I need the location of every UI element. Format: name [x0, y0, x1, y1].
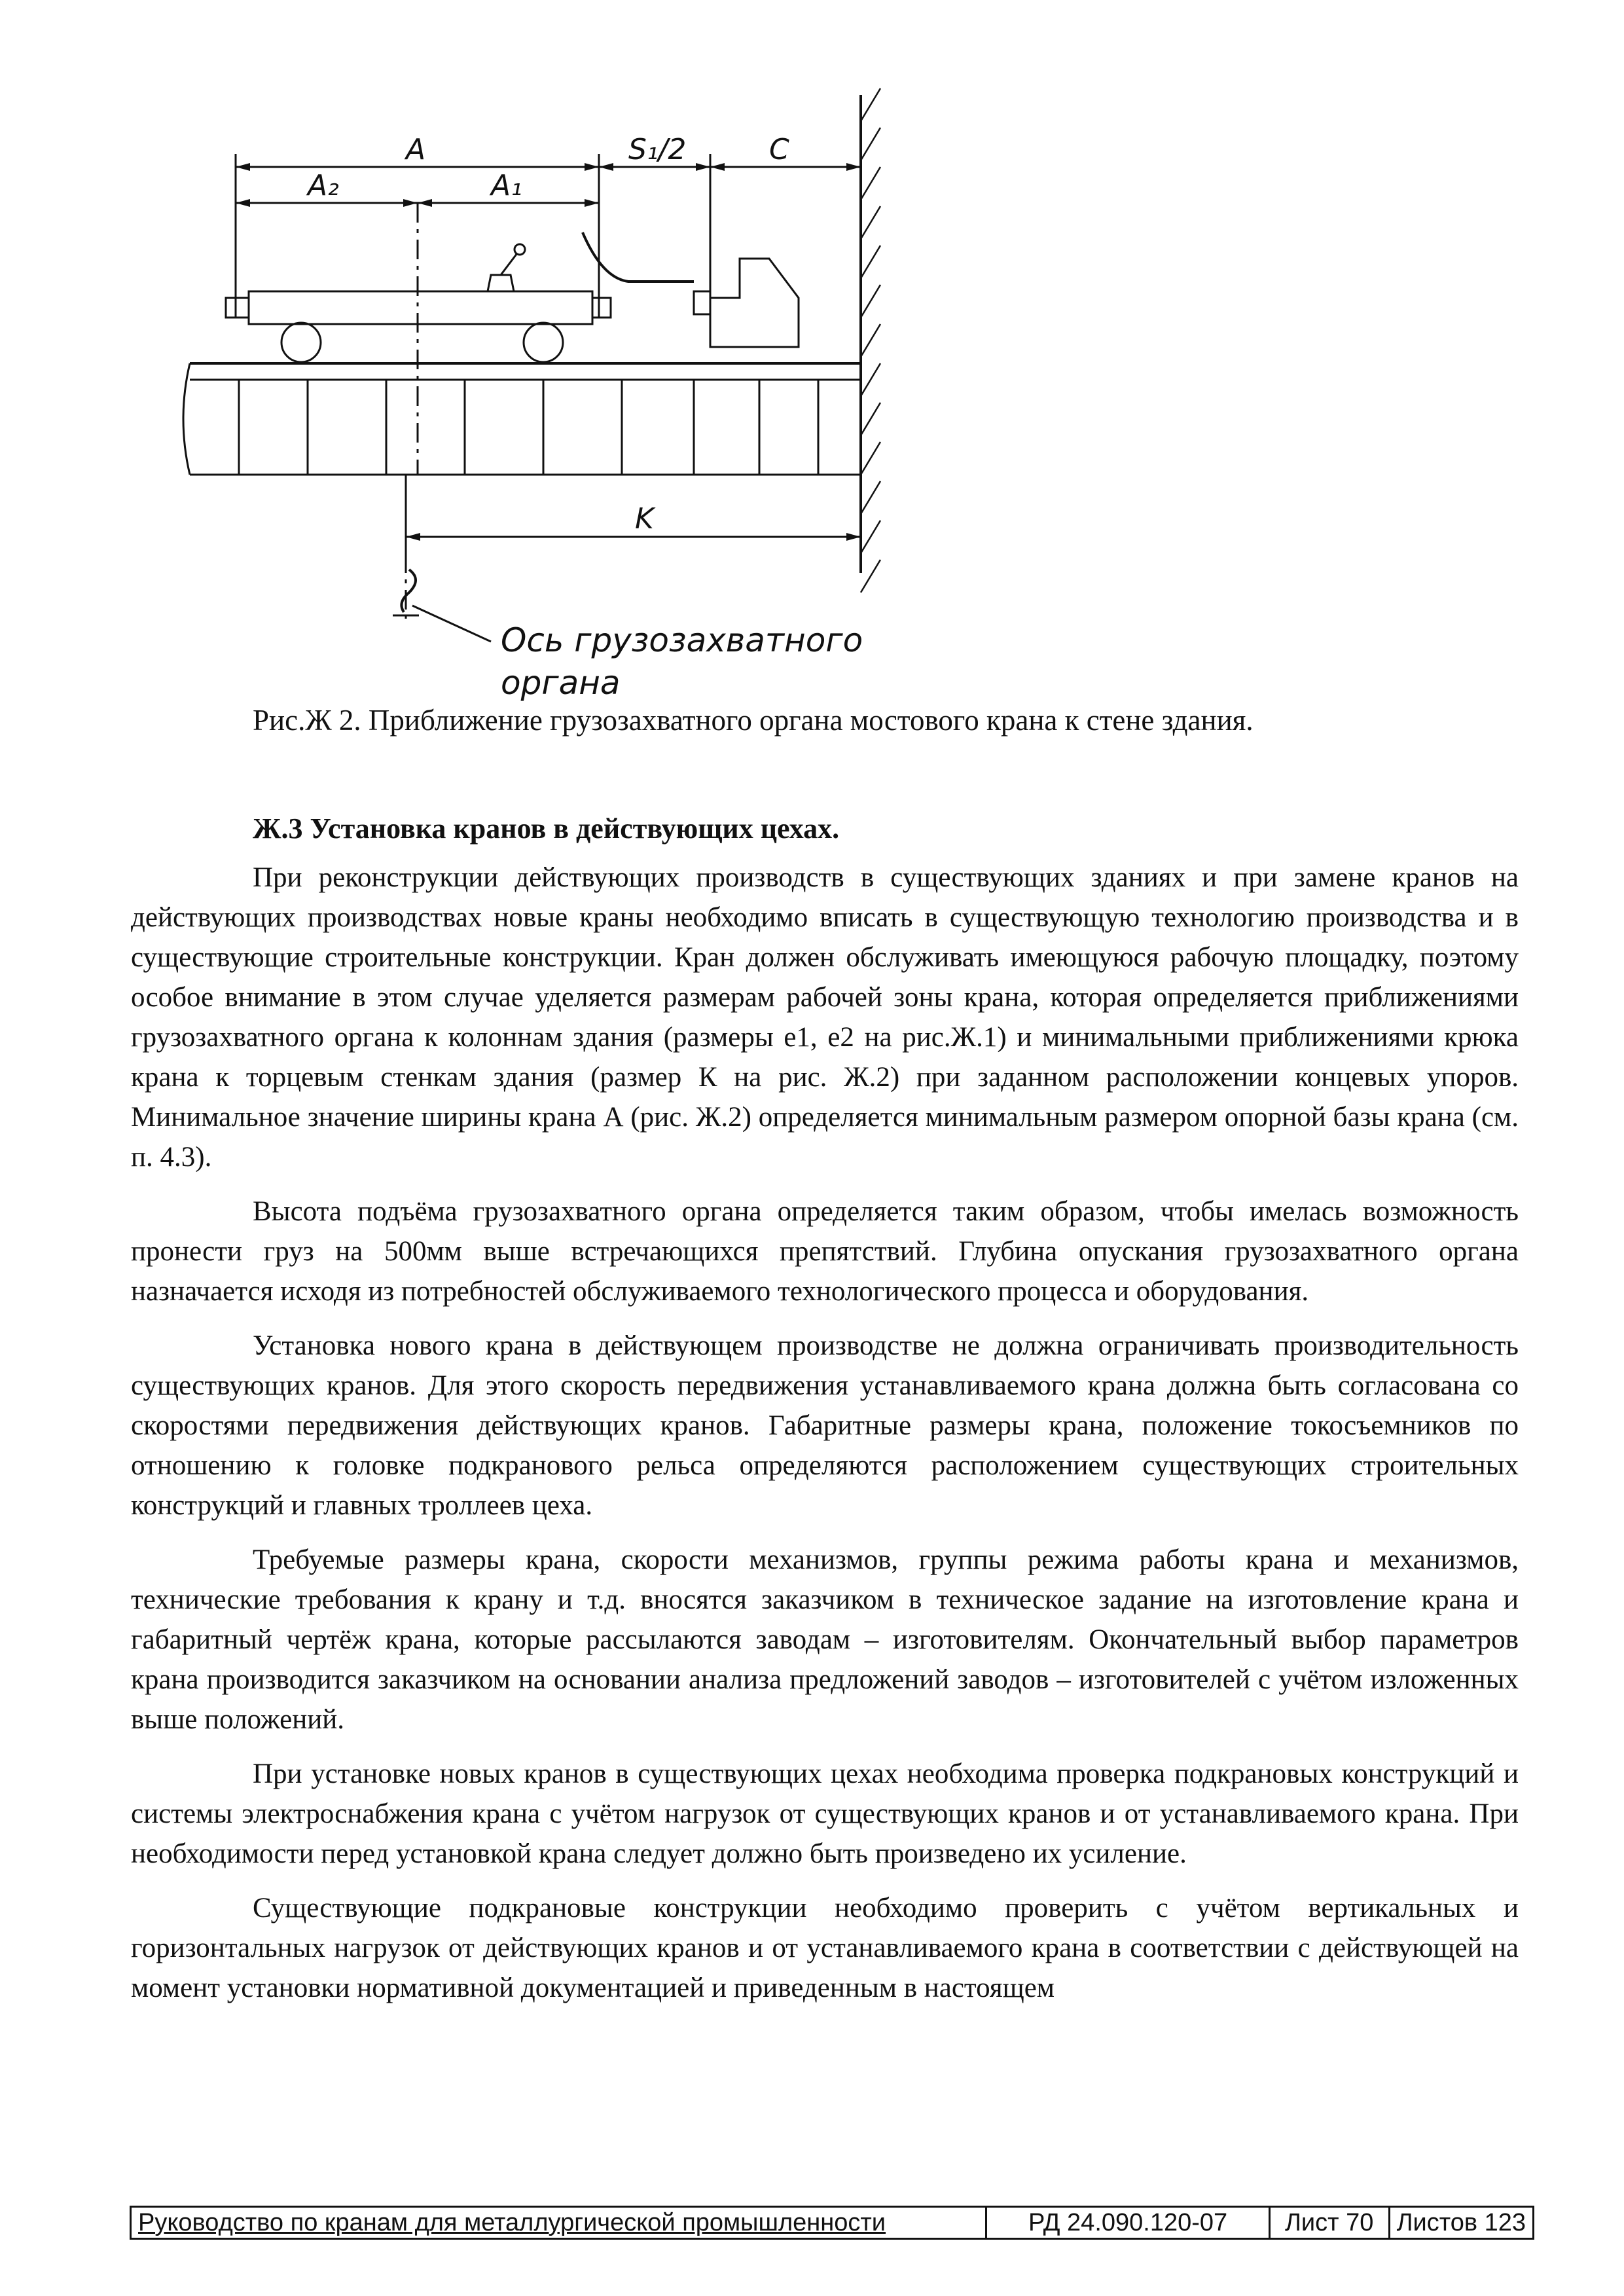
section-body [131, 858, 1519, 2022]
dim-label-k: K [635, 502, 654, 536]
paragraph: Существующие подкрановые конструкции необходимо проверить с учётом вертикальных и горизонтальных нагрузок от действующих кранов и от устанавливаемого крана в соответствии с действующей на момент установки нормативной документацией и приведенным в настоящем [131, 1893, 1519, 2003]
dim-arrows [236, 163, 861, 541]
girder-break [183, 363, 190, 475]
dim-label-a2: A₂ [308, 169, 339, 202]
buffer [694, 291, 710, 314]
figure-caption: Рис.Ж 2. Приближение грузозахватного органа мостового крана к стене здания. [253, 704, 1254, 737]
dim-label-s1-2: S₁/2 [628, 133, 687, 166]
paragraph: Требуемые размеры крана, скорости механизмов, группы режима работы крана и механизмов, технические требования к крану и т.д. вносятся заказчиком в техническое задание на изготовление крана и габаритный чертёж крана, которые рассылаются заводам – изготовителям. Окончательный выбор параметров крана производится заказчиком на основании анализа предложений заводов – изготовителей с учётом изложенных выше положений. [131, 1544, 1519, 1735]
footer-sheet-number: Лист 70 [1269, 2208, 1388, 2238]
paragraph: При реконструкции действующих производств в существующих зданиях и при замене кранов на действующих производствах новые краны необходимо вписать в существующую технологию производства и в существующие строительные конструкции. Кран должен обслуживать имеющуюся рабочую площадку, поэтому особое внимание в этом случае уделяется размерам рабочей зоны крана, которая определяется приближениями грузозахватного органа к колоннам здания (размеры e1, e2 на рис.Ж.1) и минимальными приближениями крюка крана к торцевым стенкам здания (размер К на рис. Ж.2) при заданном расположении концевых упоров. Минимальное значение ширины крана А (рис. Ж.2) определяется минимальным размером опорной базы крана (см. п. 4.3). [131, 862, 1519, 1173]
dim-label-a: A [406, 133, 426, 166]
leader-line [412, 606, 491, 642]
axis-label-line1: Ось грузозахватного [501, 621, 863, 659]
trolley-end-left [226, 298, 249, 318]
footer-stamp [130, 2206, 1534, 2240]
trolley-end-right [592, 298, 611, 318]
trolley-wheel-left [281, 323, 321, 362]
trolley-mechanism [488, 275, 514, 291]
crane-drawing [177, 82, 949, 710]
axis-label-line2: органа [501, 664, 621, 702]
dim-label-a1: A₁ [491, 169, 522, 202]
trolley-wheel-right [524, 323, 563, 362]
paragraph: Установка нового крана в действующем производстве не должна ограничивать производительность существующих кранов. Для этого скорость передвижения устанавливаемого крана должна быть согласована со скоростями передвижения действующих кранов. Габаритные размеры крана, положение токосъемников по отношению к головке подкранового рельса определяются расположением существующих строительных конструкций и главных троллеев цеха. [131, 1330, 1519, 1521]
paragraph: При установке новых кранов в существующих цехах необходима проверка подкрановых конструкций и системы электроснабжения крана с учётом нагрузок от существующих кранов и от устанавливаемого крана. При необходимости перед установкой крана следует должно быть произведено их усиление. [131, 1758, 1519, 1869]
end-stop [710, 259, 799, 347]
trolley-lever-knob [514, 244, 525, 255]
crane-approach-figure [177, 82, 949, 710]
paragraph: Высота подъёма грузозахватного органа определяется таким образом, чтобы имелась возможность пронести груз на 500мм выше встречающихся препятствий. Глубина опускания грузозахватного органа назначается исходя из потребностей обслуживаемого технологического процесса и оборудования. [131, 1196, 1519, 1307]
section-heading: Ж.3 Установка кранов в действующих цехах. [253, 812, 840, 845]
footer-document-code: РД 24.090.120-07 [985, 2208, 1268, 2238]
trolley-frame [249, 291, 592, 324]
footer-sheets-total: Листов 123 [1388, 2208, 1532, 2238]
dim-label-c: C [769, 133, 789, 166]
trolley-lever [501, 253, 517, 275]
footer-document-title: Руководство по кранам для металлургической промышленности [138, 2208, 886, 2236]
girder-stiffeners [239, 380, 818, 475]
wall-hatching [861, 88, 880, 592]
